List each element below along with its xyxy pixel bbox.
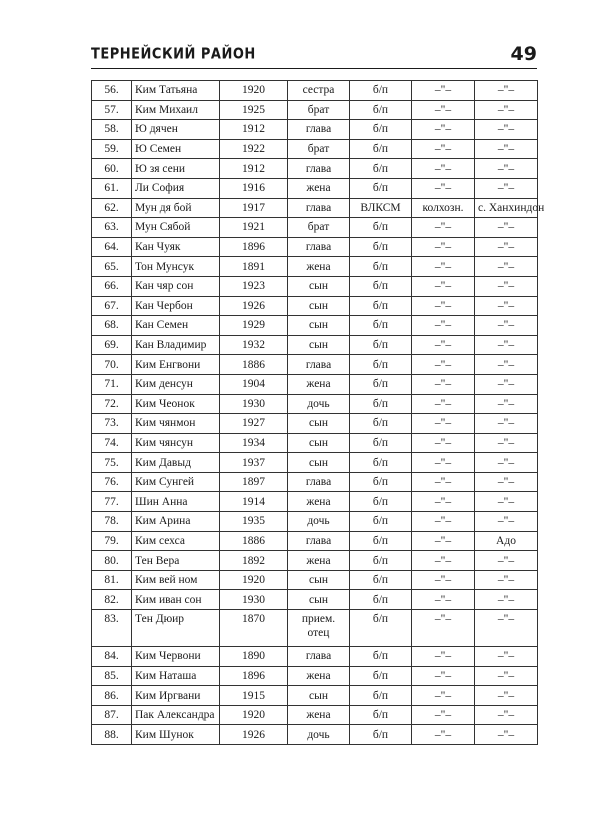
occupation-cell: –"– xyxy=(412,551,475,571)
person-name-cell: Пак Александра xyxy=(132,705,220,725)
party-affiliation-cell: б/п xyxy=(350,647,412,667)
settlement-cell: –"– xyxy=(475,647,538,667)
occupation-cell: –"– xyxy=(412,335,475,355)
row-number-cell: 68. xyxy=(92,316,132,336)
table-row xyxy=(92,610,538,647)
occupation-cell: –"– xyxy=(412,159,475,179)
occupation-cell: –"– xyxy=(412,453,475,473)
person-name-cell: Ким Михаил xyxy=(132,100,220,120)
settlement-cell: –"– xyxy=(475,355,538,375)
family-relation-cell: дочь xyxy=(288,725,350,745)
family-relation-cell: жена xyxy=(288,705,350,725)
table-row xyxy=(92,666,538,686)
person-name-cell: Тен Вера xyxy=(132,551,220,571)
settlement-cell: –"– xyxy=(475,316,538,336)
party-affiliation-cell: б/п xyxy=(350,512,412,532)
person-name-cell: Ким Иргвани xyxy=(132,686,220,706)
family-relation-cell: сын xyxy=(288,316,350,336)
person-name-cell: Ю дячен xyxy=(132,120,220,140)
settlement-cell: –"– xyxy=(475,666,538,686)
occupation-cell: –"– xyxy=(412,472,475,492)
row-number-cell: 59. xyxy=(92,139,132,159)
family-relation-cell: сын xyxy=(288,686,350,706)
table-row xyxy=(92,81,538,101)
roster-body xyxy=(92,81,545,745)
birth-year-cell: 1925 xyxy=(220,100,288,120)
family-relation-cell: сын xyxy=(288,335,350,355)
family-relation-cell: прием. отец xyxy=(288,610,350,647)
party-affiliation-cell: б/п xyxy=(350,218,412,238)
table-row xyxy=(92,686,538,706)
birth-year-cell: 1897 xyxy=(220,472,288,492)
table-row xyxy=(92,198,538,218)
birth-year-cell: 1896 xyxy=(220,237,288,257)
family-relation-cell: брат xyxy=(288,218,350,238)
party-affiliation-cell: б/п xyxy=(350,531,412,551)
party-affiliation-cell: б/п xyxy=(350,610,412,647)
party-affiliation-cell: б/п xyxy=(350,316,412,336)
occupation-cell: –"– xyxy=(412,394,475,414)
table-row xyxy=(92,276,538,296)
row-number-cell: 56. xyxy=(92,81,132,101)
settlement-cell: –"– xyxy=(475,433,538,453)
table-row xyxy=(92,414,538,434)
person-name-cell: Кан Владимир xyxy=(132,335,220,355)
birth-year-cell: 1886 xyxy=(220,355,288,375)
table-row xyxy=(92,355,538,375)
person-name-cell: Ким Сунгей xyxy=(132,472,220,492)
settlement-cell: Адо xyxy=(475,531,538,551)
row-number-cell: 70. xyxy=(92,355,132,375)
family-relation-cell: глава xyxy=(288,159,350,179)
occupation-cell: –"– xyxy=(412,590,475,610)
occupation-cell: –"– xyxy=(412,374,475,394)
row-number-cell: 74. xyxy=(92,433,132,453)
birth-year-cell: 1892 xyxy=(220,551,288,571)
table-row xyxy=(92,394,538,414)
settlement-cell: –"– xyxy=(475,725,538,745)
party-affiliation-cell: б/п xyxy=(350,257,412,277)
person-name-cell: Ю Семен xyxy=(132,139,220,159)
table-row xyxy=(92,453,538,473)
row-number-cell: 71. xyxy=(92,374,132,394)
family-relation-cell: сын xyxy=(288,276,350,296)
table-row xyxy=(92,257,538,277)
party-affiliation-cell: б/п xyxy=(350,433,412,453)
party-affiliation-cell: б/п xyxy=(350,705,412,725)
row-number-cell: 62. xyxy=(92,198,132,218)
row-number-cell: 81. xyxy=(92,570,132,590)
party-affiliation-cell: б/п xyxy=(350,178,412,198)
settlement-cell: –"– xyxy=(475,257,538,277)
occupation-cell: –"– xyxy=(412,414,475,434)
family-relation-cell: глава xyxy=(288,531,350,551)
row-number-cell: 79. xyxy=(92,531,132,551)
party-affiliation-cell: б/п xyxy=(350,120,412,140)
occupation-cell: –"– xyxy=(412,725,475,745)
person-name-cell: Ким Енгвони xyxy=(132,355,220,375)
person-name-cell: Мун Сябой xyxy=(132,218,220,238)
party-affiliation-cell: б/п xyxy=(350,276,412,296)
birth-year-cell: 1923 xyxy=(220,276,288,296)
occupation-cell: –"– xyxy=(412,120,475,140)
family-relation-cell: жена xyxy=(288,178,350,198)
party-affiliation-cell: б/п xyxy=(350,100,412,120)
family-relation-cell: сестра xyxy=(288,81,350,101)
row-number-cell: 76. xyxy=(92,472,132,492)
settlement-cell: –"– xyxy=(475,705,538,725)
settlement-cell: –"– xyxy=(475,492,538,512)
row-number-cell: 57. xyxy=(92,100,132,120)
family-relation-cell: сын xyxy=(288,296,350,316)
party-affiliation-cell: б/п xyxy=(350,492,412,512)
birth-year-cell: 1896 xyxy=(220,666,288,686)
person-name-cell: Ким Давыд xyxy=(132,453,220,473)
birth-year-cell: 1916 xyxy=(220,178,288,198)
table-row xyxy=(92,218,538,238)
occupation-cell: –"– xyxy=(412,296,475,316)
person-name-cell: Кан Чербон xyxy=(132,296,220,316)
birth-year-cell: 1920 xyxy=(220,81,288,101)
row-number-cell: 80. xyxy=(92,551,132,571)
birth-year-cell: 1914 xyxy=(220,492,288,512)
person-name-cell: Ким Арина xyxy=(132,512,220,532)
birth-year-cell: 1920 xyxy=(220,570,288,590)
row-number-cell: 61. xyxy=(92,178,132,198)
family-relation-cell: дочь xyxy=(288,512,350,532)
row-number-cell: 83. xyxy=(92,610,132,647)
table-row xyxy=(92,570,538,590)
row-number-cell: 86. xyxy=(92,686,132,706)
party-affiliation-cell: б/п xyxy=(350,472,412,492)
table-row xyxy=(92,725,538,745)
settlement-cell: –"– xyxy=(475,570,538,590)
occupation-cell: –"– xyxy=(412,686,475,706)
table-row xyxy=(92,335,538,355)
person-name-cell: Ким сехса xyxy=(132,531,220,551)
occupation-cell: –"– xyxy=(412,218,475,238)
person-name-cell: Мун дя бой xyxy=(132,198,220,218)
settlement-cell: –"– xyxy=(475,453,538,473)
table-row xyxy=(92,120,538,140)
table-row xyxy=(92,433,538,453)
table-row xyxy=(92,237,538,257)
family-relation-cell: жена xyxy=(288,374,350,394)
birth-year-cell: 1937 xyxy=(220,453,288,473)
family-relation-cell: жена xyxy=(288,551,350,571)
family-relation-cell: сын xyxy=(288,433,350,453)
birth-year-cell: 1922 xyxy=(220,139,288,159)
occupation-cell: колхозн. xyxy=(412,198,475,218)
table-row xyxy=(92,100,538,120)
person-name-cell: Ким вей ном xyxy=(132,570,220,590)
family-relation-cell: сын xyxy=(288,590,350,610)
row-number-cell: 75. xyxy=(92,453,132,473)
birth-year-cell: 1904 xyxy=(220,374,288,394)
table-row xyxy=(92,374,538,394)
birth-year-cell: 1932 xyxy=(220,335,288,355)
party-affiliation-cell: б/п xyxy=(350,374,412,394)
party-affiliation-cell: б/п xyxy=(350,453,412,473)
person-name-cell: Ким Чеонок xyxy=(132,394,220,414)
person-name-cell: Ли София xyxy=(132,178,220,198)
table-row xyxy=(92,472,538,492)
person-name-cell: Шин Анна xyxy=(132,492,220,512)
person-name-cell: Кан Семен xyxy=(132,316,220,336)
table-row xyxy=(92,647,538,667)
party-affiliation-cell: б/п xyxy=(350,296,412,316)
row-number-cell: 85. xyxy=(92,666,132,686)
party-affiliation-cell: б/п xyxy=(350,81,412,101)
occupation-cell: –"– xyxy=(412,139,475,159)
birth-year-cell: 1886 xyxy=(220,531,288,551)
family-relation-cell: сын xyxy=(288,453,350,473)
family-relation-cell: глава xyxy=(288,472,350,492)
settlement-cell: –"– xyxy=(475,159,538,179)
birth-year-cell: 1935 xyxy=(220,512,288,532)
row-number-cell: 88. xyxy=(92,725,132,745)
table-row xyxy=(92,159,538,179)
occupation-cell: –"– xyxy=(412,316,475,336)
birth-year-cell: 1930 xyxy=(220,590,288,610)
settlement-cell: –"– xyxy=(475,120,538,140)
family-relation-cell: глава xyxy=(288,237,350,257)
settlement-cell: –"– xyxy=(475,276,538,296)
occupation-cell: –"– xyxy=(412,257,475,277)
person-name-cell: Тон Мунсук xyxy=(132,257,220,277)
person-name-cell: Ким денсун xyxy=(132,374,220,394)
birth-year-cell: 1921 xyxy=(220,218,288,238)
page-number: 49 xyxy=(510,43,537,65)
family-relation-cell: дочь xyxy=(288,394,350,414)
settlement-cell: –"– xyxy=(475,237,538,257)
settlement-cell: –"– xyxy=(475,414,538,434)
settlement-cell: –"– xyxy=(475,218,538,238)
birth-year-cell: 1870 xyxy=(220,610,288,647)
family-relation-cell: жена xyxy=(288,492,350,512)
table-row xyxy=(92,590,538,610)
occupation-cell: –"– xyxy=(412,276,475,296)
party-affiliation-cell: б/п xyxy=(350,666,412,686)
person-name-cell: Ким Татьяна xyxy=(132,81,220,101)
party-affiliation-cell: б/п xyxy=(350,237,412,257)
settlement-cell: –"– xyxy=(475,394,538,414)
birth-year-cell: 1920 xyxy=(220,705,288,725)
settlement-cell: –"– xyxy=(475,178,538,198)
occupation-cell: –"– xyxy=(412,237,475,257)
party-affiliation-cell: б/п xyxy=(350,355,412,375)
settlement-cell: –"– xyxy=(475,81,538,101)
occupation-cell: –"– xyxy=(412,178,475,198)
person-name-cell: Ким Червони xyxy=(132,647,220,667)
birth-year-cell: 1912 xyxy=(220,159,288,179)
table-row xyxy=(92,531,538,551)
person-name-cell: Кан Чуяк xyxy=(132,237,220,257)
occupation-cell: –"– xyxy=(412,81,475,101)
occupation-cell: –"– xyxy=(412,647,475,667)
occupation-cell: –"– xyxy=(412,666,475,686)
family-relation-cell: глава xyxy=(288,355,350,375)
party-affiliation-cell: ВЛКСМ xyxy=(350,198,412,218)
party-affiliation-cell: б/п xyxy=(350,335,412,355)
occupation-cell: –"– xyxy=(412,570,475,590)
row-number-cell: 73. xyxy=(92,414,132,434)
party-affiliation-cell: б/п xyxy=(350,551,412,571)
row-number-cell: 72. xyxy=(92,394,132,414)
party-affiliation-cell: б/п xyxy=(350,725,412,745)
settlement-cell: –"– xyxy=(475,590,538,610)
family-relation-cell: глава xyxy=(288,120,350,140)
row-number-cell: 65. xyxy=(92,257,132,277)
settlement-cell: –"– xyxy=(475,296,538,316)
family-relation-cell: глава xyxy=(288,198,350,218)
page-title: ТЕРНЕЙСКИЙ РАЙОН xyxy=(91,45,256,64)
row-number-cell: 69. xyxy=(92,335,132,355)
person-name-cell: Ким чянмон xyxy=(132,414,220,434)
settlement-cell: –"– xyxy=(475,512,538,532)
roster-table xyxy=(91,80,545,745)
occupation-cell: –"– xyxy=(412,355,475,375)
settlement-cell: –"– xyxy=(475,374,538,394)
settlement-cell: с. Ханхиндон xyxy=(475,198,538,218)
row-number-cell: 78. xyxy=(92,512,132,532)
person-name-cell: Ю зя сени xyxy=(132,159,220,179)
table-row xyxy=(92,512,538,532)
person-name-cell: Кан чяр сон xyxy=(132,276,220,296)
row-number-cell: 87. xyxy=(92,705,132,725)
family-relation-cell: сын xyxy=(288,570,350,590)
occupation-cell: –"– xyxy=(412,492,475,512)
table-row xyxy=(92,178,538,198)
row-number-cell: 67. xyxy=(92,296,132,316)
family-relation-cell: брат xyxy=(288,139,350,159)
table-row xyxy=(92,316,538,336)
occupation-cell: –"– xyxy=(412,705,475,725)
row-number-cell: 66. xyxy=(92,276,132,296)
settlement-cell: –"– xyxy=(475,335,538,355)
occupation-cell: –"– xyxy=(412,610,475,647)
birth-year-cell: 1929 xyxy=(220,316,288,336)
party-affiliation-cell: б/п xyxy=(350,159,412,179)
family-relation-cell: сын xyxy=(288,414,350,434)
table-row xyxy=(92,492,538,512)
row-number-cell: 84. xyxy=(92,647,132,667)
birth-year-cell: 1934 xyxy=(220,433,288,453)
person-name-cell: Ким иван сон xyxy=(132,590,220,610)
settlement-cell: –"– xyxy=(475,139,538,159)
person-name-cell: Ким чянсун xyxy=(132,433,220,453)
birth-year-cell: 1890 xyxy=(220,647,288,667)
page-header xyxy=(91,40,537,69)
person-name-cell: Ким Шунок xyxy=(132,725,220,745)
table-row xyxy=(92,705,538,725)
party-affiliation-cell: б/п xyxy=(350,686,412,706)
person-name-cell: Тен Дюир xyxy=(132,610,220,647)
family-relation-cell: брат xyxy=(288,100,350,120)
party-affiliation-cell: б/п xyxy=(350,139,412,159)
occupation-cell: –"– xyxy=(412,433,475,453)
family-relation-cell: жена xyxy=(288,257,350,277)
row-number-cell: 63. xyxy=(92,218,132,238)
table-row xyxy=(92,296,538,316)
birth-year-cell: 1930 xyxy=(220,394,288,414)
row-number-cell: 60. xyxy=(92,159,132,179)
family-relation-cell: жена xyxy=(288,666,350,686)
family-relation-cell: глава xyxy=(288,647,350,667)
row-number-cell: 64. xyxy=(92,237,132,257)
occupation-cell: –"– xyxy=(412,100,475,120)
birth-year-cell: 1926 xyxy=(220,725,288,745)
table-row xyxy=(92,551,538,571)
party-affiliation-cell: б/п xyxy=(350,570,412,590)
birth-year-cell: 1912 xyxy=(220,120,288,140)
birth-year-cell: 1915 xyxy=(220,686,288,706)
occupation-cell: –"– xyxy=(412,531,475,551)
settlement-cell: –"– xyxy=(475,610,538,647)
birth-year-cell: 1917 xyxy=(220,198,288,218)
settlement-cell: –"– xyxy=(475,472,538,492)
person-name-cell: Ким Наташа xyxy=(132,666,220,686)
settlement-cell: –"– xyxy=(475,100,538,120)
row-number-cell: 82. xyxy=(92,590,132,610)
party-affiliation-cell: б/п xyxy=(350,414,412,434)
birth-year-cell: 1891 xyxy=(220,257,288,277)
birth-year-cell: 1927 xyxy=(220,414,288,434)
party-affiliation-cell: б/п xyxy=(350,394,412,414)
settlement-cell: –"– xyxy=(475,551,538,571)
settlement-cell: –"– xyxy=(475,686,538,706)
occupation-cell: –"– xyxy=(412,512,475,532)
row-number-cell: 58. xyxy=(92,120,132,140)
party-affiliation-cell: б/п xyxy=(350,590,412,610)
table-row xyxy=(92,139,538,159)
birth-year-cell: 1926 xyxy=(220,296,288,316)
row-number-cell: 77. xyxy=(92,492,132,512)
